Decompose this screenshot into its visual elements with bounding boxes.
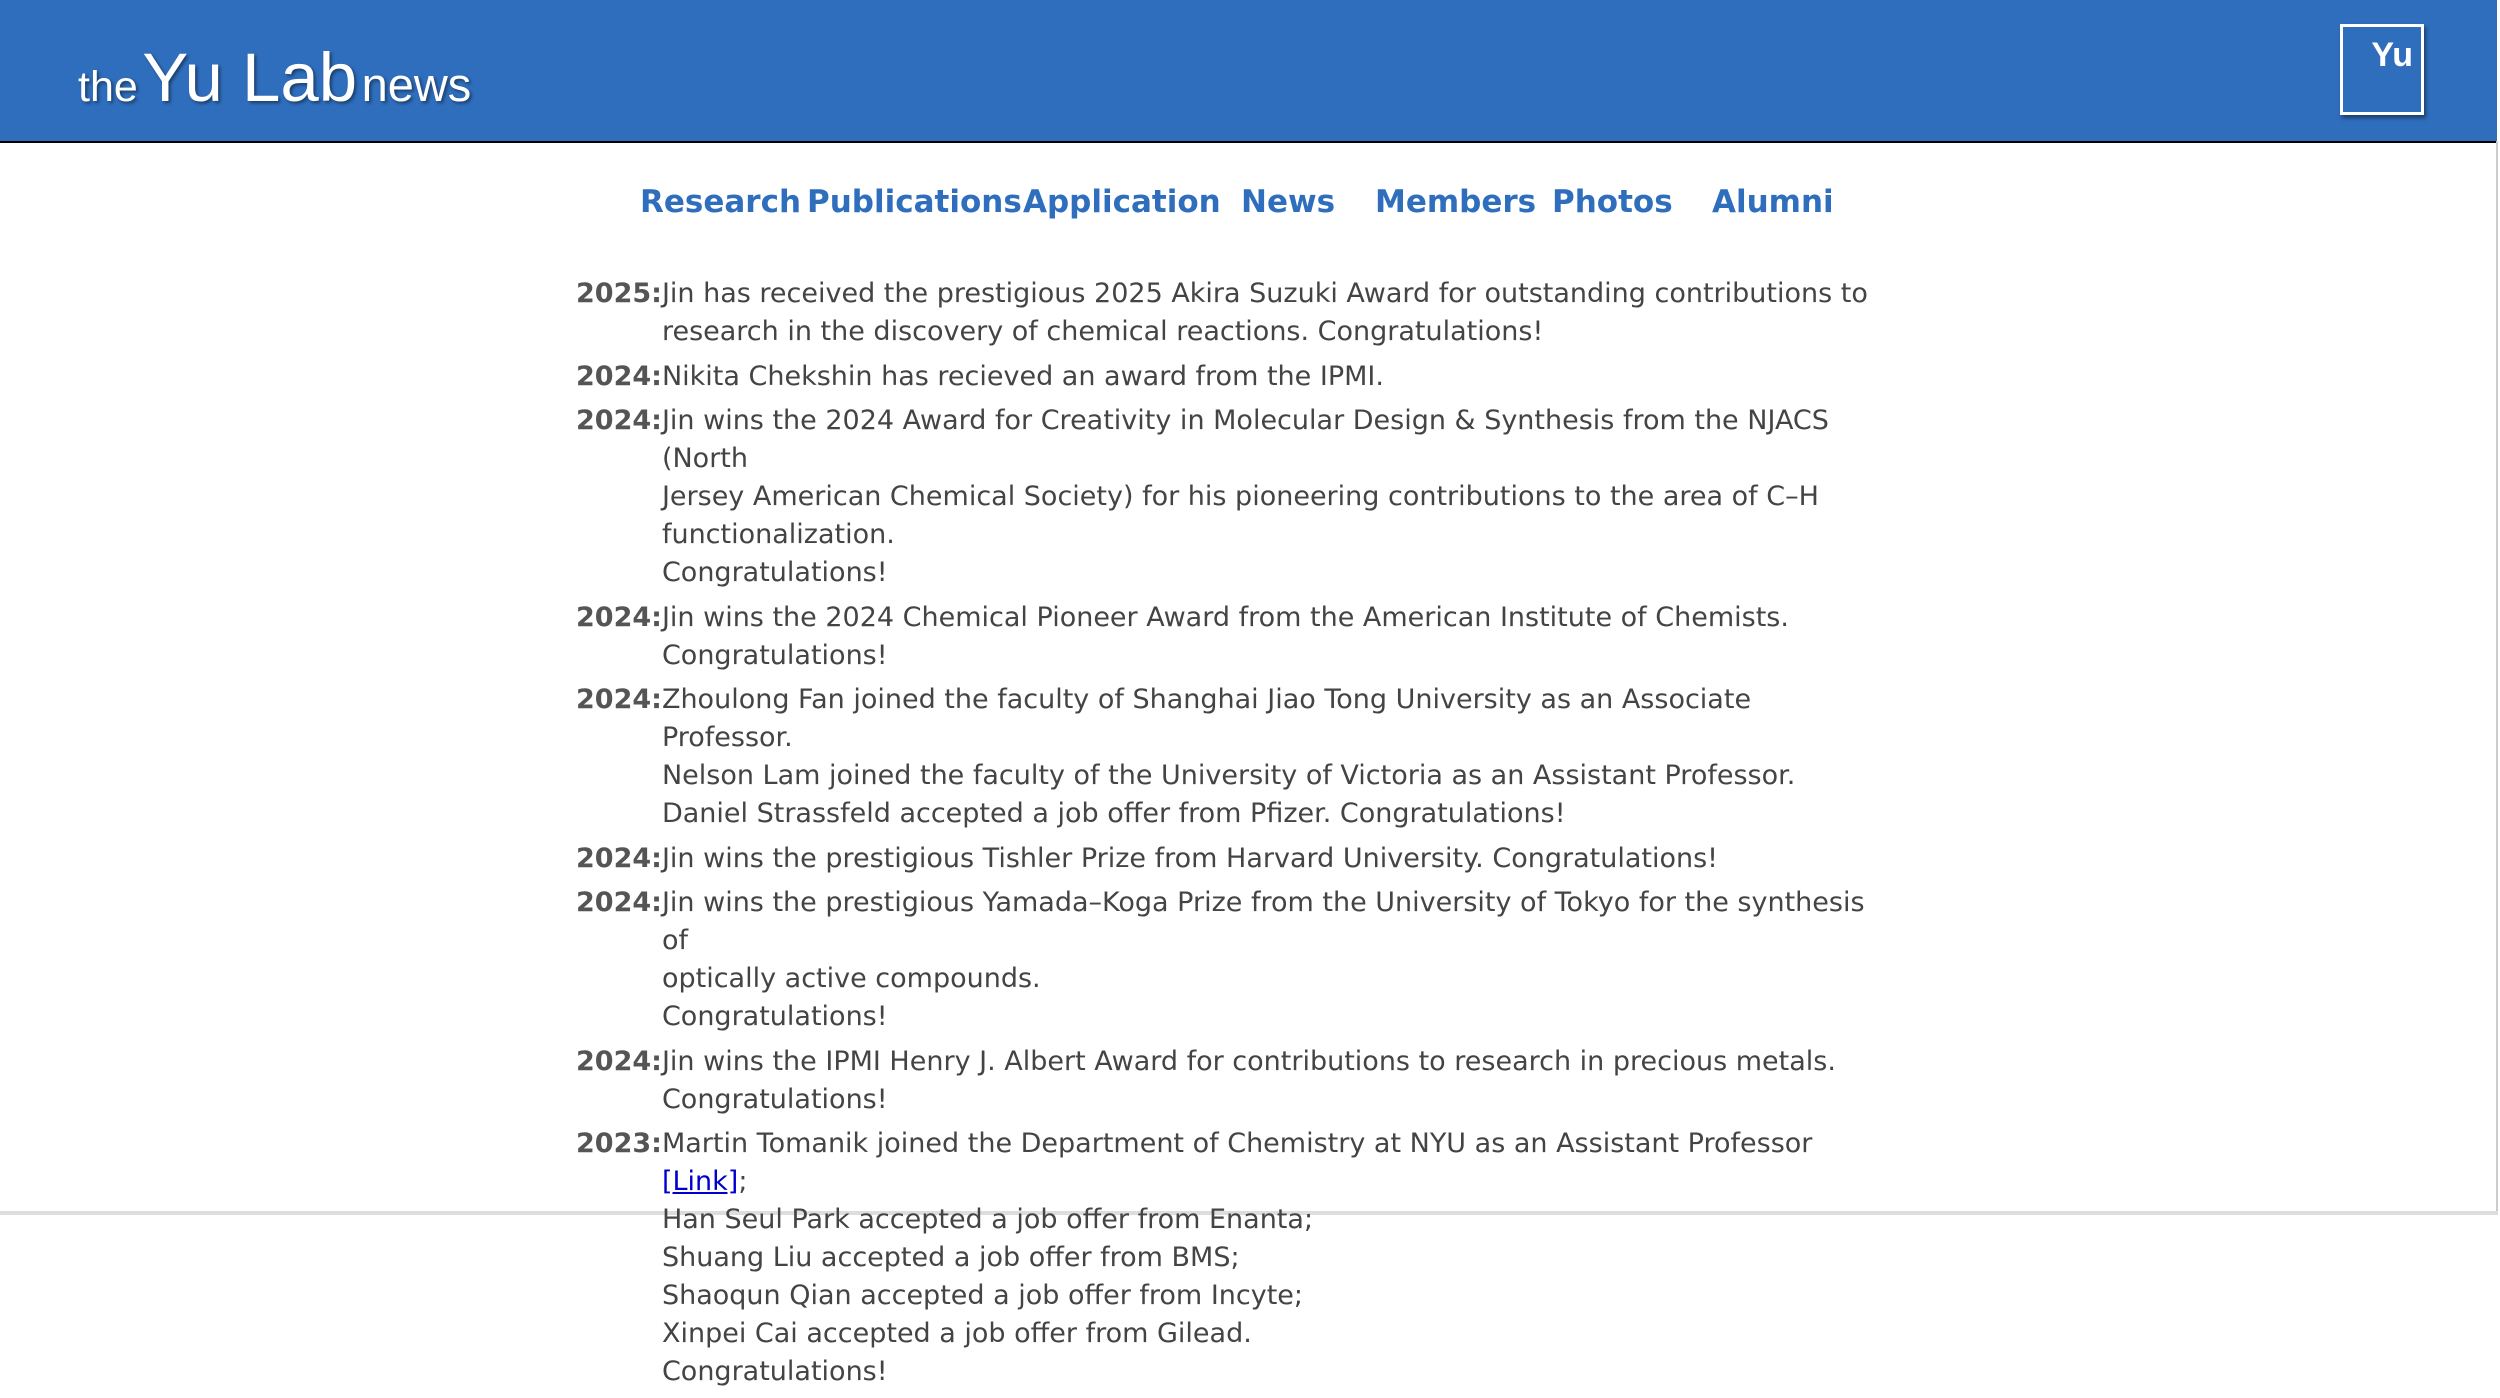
nav-alumni-link[interactable]: Alumni bbox=[1712, 184, 1834, 220]
news-entry bbox=[576, 1043, 1956, 1119]
news-year: 2024: bbox=[576, 684, 662, 715]
news-entry bbox=[576, 358, 1956, 396]
news-entry bbox=[576, 599, 1956, 675]
news-year: 2024: bbox=[576, 360, 662, 392]
site-title-the: the bbox=[78, 63, 138, 111]
news-line: Congratulations! bbox=[661, 1083, 888, 1115]
nav-research-link[interactable]: Research bbox=[640, 184, 802, 220]
news-text bbox=[662, 884, 1872, 1036]
news-line bbox=[662, 1125, 1872, 1201]
news-line: Jin wins the 2024 Chemical Pioneer Award from the American Institute of Chemists. bbox=[661, 601, 1789, 633]
news-entry bbox=[576, 1125, 1956, 1391]
news-line: Jin wins the prestigious Yamada–Koga Prize from the University of Tokyo for the synthesis of bbox=[661, 887, 1865, 956]
site-title[interactable] bbox=[78, 38, 471, 117]
news-text bbox=[662, 1043, 1872, 1119]
nav-news-link[interactable]: News bbox=[1241, 184, 1336, 220]
news-list bbox=[576, 275, 1956, 1398]
news-line: Han Seul Park accepted a job offer from Enanta; bbox=[661, 1204, 1314, 1235]
news-line: Congratulations! bbox=[661, 1001, 888, 1032]
news-line: Shuang Liu accepted a job offer from BMS; bbox=[661, 1242, 1240, 1273]
news-line-text: Martin Tomanik joined the Department of Chemistry at NYU as an Assistant Professor bbox=[661, 1128, 1813, 1159]
news-line: Xinpei Cai accepted a job offer from Gilead. bbox=[661, 1318, 1252, 1349]
news-line: Shaoqun Qian accepted a job offer from Incyte; bbox=[661, 1280, 1304, 1311]
news-line: Congratulations! bbox=[661, 1356, 888, 1387]
page-right-edge bbox=[2496, 141, 2498, 1215]
news-line: functionalization. bbox=[661, 519, 895, 550]
site-header bbox=[0, 0, 2497, 143]
news-line: Jersey American Chemical Society) for his pioneering contributions to the area of C–H bbox=[661, 481, 1819, 512]
news-entry bbox=[576, 840, 1956, 878]
news-line: Daniel Strassfeld accepted a job offer from Pfizer. Congratulations! bbox=[661, 798, 1566, 829]
news-year: 2024: bbox=[576, 1045, 662, 1077]
main-nav bbox=[0, 184, 2500, 224]
news-text bbox=[662, 275, 1872, 351]
news-year: 2024: bbox=[576, 405, 662, 436]
news-year: 2025: bbox=[576, 278, 662, 309]
news-text bbox=[662, 681, 1872, 833]
news-line: Jin wins the 2024 Award for Creativity in Molecular Design & Synthesis from the NJACS (North bbox=[661, 405, 1829, 474]
news-text bbox=[662, 358, 1872, 396]
news-line: Nikita Chekshin has recieved an award from the IPMI. bbox=[661, 360, 1384, 392]
nav-members-link[interactable]: Members bbox=[1375, 184, 1537, 220]
nyu-link[interactable]: [Link] bbox=[661, 1166, 739, 1197]
site-title-news: news bbox=[361, 58, 472, 111]
yu-logo-text: Yu bbox=[2371, 36, 2413, 74]
news-year: 2024: bbox=[576, 842, 662, 874]
nav-photos-link[interactable]: Photos bbox=[1552, 184, 1673, 220]
nav-application-link[interactable]: Application bbox=[1023, 184, 1221, 220]
news-text bbox=[662, 840, 1872, 878]
news-line: Congratulations! bbox=[661, 557, 888, 588]
news-entry bbox=[576, 275, 1956, 351]
news-line: Zhoulong Fan joined the faculty of Shanghai Jiao Tong University as an Associate Professor. bbox=[661, 684, 1752, 753]
news-text bbox=[662, 402, 1872, 592]
news-line: Jin wins the IPMI Henry J. Albert Award for contributions to research in precious metals. bbox=[661, 1045, 1836, 1077]
news-entry bbox=[576, 681, 1956, 833]
site-title-name: Yu Lab bbox=[142, 39, 358, 116]
news-line: Congratulations! bbox=[661, 639, 888, 671]
news-line: Nelson Lam joined the faculty of the University of Victoria as an Assistant Professor. bbox=[661, 760, 1796, 791]
news-year: 2024: bbox=[576, 601, 662, 633]
news-year: 2024: bbox=[576, 887, 662, 918]
news-text bbox=[662, 599, 1872, 675]
news-year: 2023: bbox=[576, 1128, 662, 1159]
news-text bbox=[662, 1125, 1872, 1391]
news-line-suffix: ; bbox=[738, 1166, 748, 1197]
news-entry bbox=[576, 884, 1956, 1036]
nav-publications-link[interactable]: Publications bbox=[807, 184, 1022, 220]
news-line: research in the discovery of chemical reactions. Congratulations! bbox=[661, 316, 1544, 347]
news-line: optically active compounds. bbox=[661, 963, 1041, 994]
news-entry bbox=[576, 402, 1956, 592]
news-line: Jin wins the prestigious Tishler Prize from Harvard University. Congratulations! bbox=[661, 842, 1718, 874]
yu-logo[interactable] bbox=[2340, 24, 2424, 115]
news-line: Jin has received the prestigious 2025 Akira Suzuki Award for outstanding contributions to bbox=[661, 278, 1868, 309]
